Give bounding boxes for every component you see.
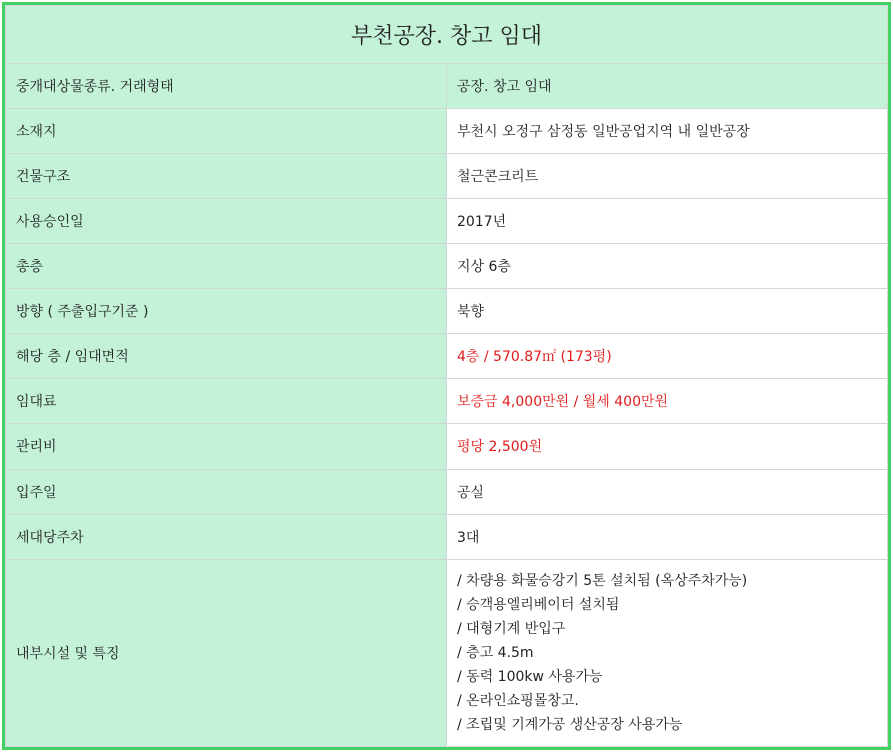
label-total-floors: 총층 <box>6 244 447 289</box>
label-property-type: 중개대상물종류. 거래형태 <box>6 64 447 109</box>
row-direction <box>6 289 888 334</box>
value-features <box>447 559 888 746</box>
label-features: 내부시설 및 특징 <box>6 559 447 746</box>
value-parking: 3대 <box>447 514 888 559</box>
label-maintenance-fee: 관리비 <box>6 424 447 469</box>
value-rent: 보증금 4,000만원 / 월세 400만원 <box>447 379 888 424</box>
feature-line: / 승객용엘리베이터 설치됨 <box>457 596 620 613</box>
value-location: 부천시 오정구 삼정동 일반공업지역 내 일반공장 <box>447 109 888 154</box>
row-maintenance-fee <box>6 424 888 469</box>
row-features <box>6 559 888 746</box>
row-floor-area <box>6 334 888 379</box>
value-property-type: 공장. 창고 임대 <box>447 64 888 109</box>
row-property-type <box>6 64 888 109</box>
label-direction: 방향 ( 주출입구기준 ) <box>6 289 447 334</box>
feature-line: / 동력 100kw 사용가능 <box>457 668 603 685</box>
row-structure <box>6 154 888 199</box>
value-move-in: 공실 <box>447 469 888 514</box>
value-floor-area: 4층 / 570.87㎡ (173평) <box>447 334 888 379</box>
feature-line: / 조립및 기계가공 생산공장 사용가능 <box>457 716 683 733</box>
value-structure: 철근콘크리트 <box>447 154 888 199</box>
label-location: 소재지 <box>6 109 447 154</box>
row-move-in <box>6 469 888 514</box>
label-move-in: 입주일 <box>6 469 447 514</box>
label-floor-area: 해당 층 / 임대면적 <box>6 334 447 379</box>
feature-line: / 대형기계 반입구 <box>457 620 566 637</box>
label-rent: 임대료 <box>6 379 447 424</box>
feature-line: / 층고 4.5m <box>457 644 534 661</box>
listing-title: 부천공장. 창고 임대 <box>6 6 888 64</box>
label-parking: 세대당주차 <box>6 514 447 559</box>
feature-line: / 온라인쇼핑몰창고. <box>457 692 579 709</box>
listing-table-frame <box>2 2 891 750</box>
row-location <box>6 109 888 154</box>
label-structure: 건물구조 <box>6 154 447 199</box>
row-total-floors <box>6 244 888 289</box>
value-maintenance-fee: 평당 2,500원 <box>447 424 888 469</box>
listing-table <box>5 5 888 747</box>
feature-line: / 차량용 화물승강기 5톤 설치됨 (옥상주차가능) <box>457 572 748 589</box>
value-direction: 북향 <box>447 289 888 334</box>
row-parking <box>6 514 888 559</box>
row-rent <box>6 379 888 424</box>
row-approval-date <box>6 199 888 244</box>
value-approval-date: 2017년 <box>447 199 888 244</box>
label-approval-date: 사용승인일 <box>6 199 447 244</box>
value-total-floors: 지상 6층 <box>447 244 888 289</box>
